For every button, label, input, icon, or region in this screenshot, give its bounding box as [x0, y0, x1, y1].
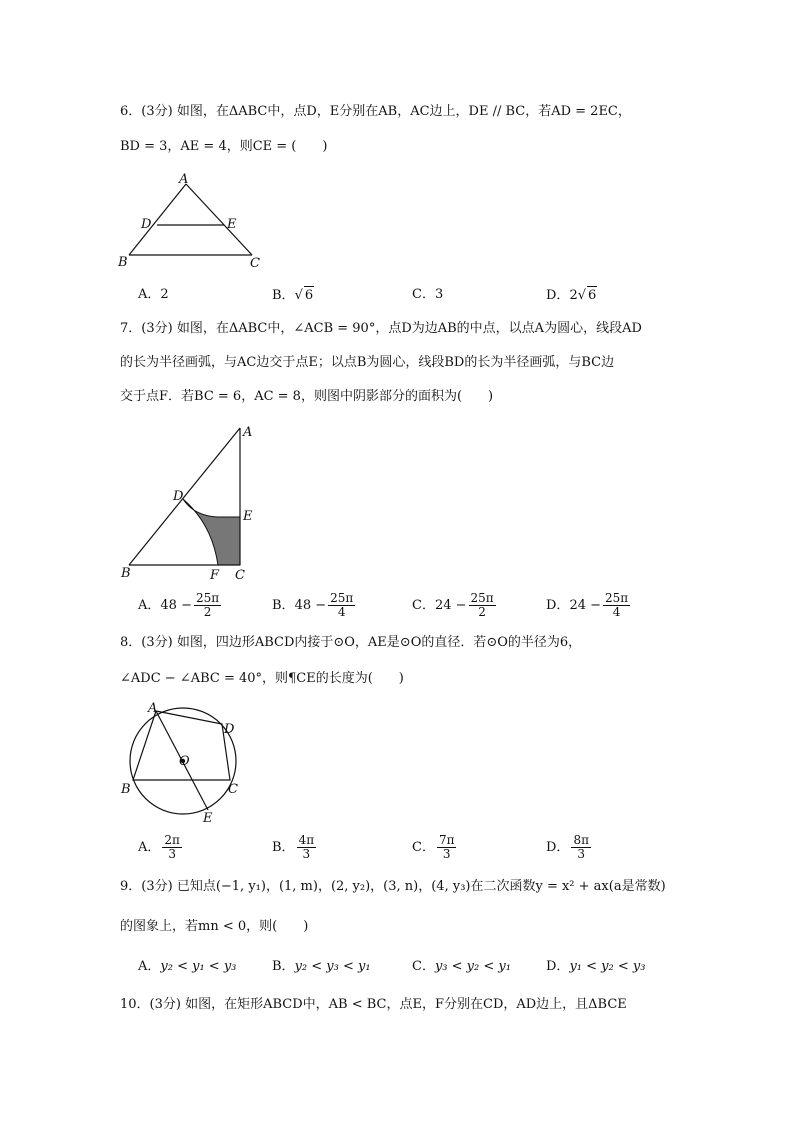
q7-stem-line2: 的长为半径画弧，与AC边交于点E；以点B为圆心，线段BD的长为半径画弧，与BC边	[120, 355, 615, 370]
q8-option-d[interactable]	[546, 834, 593, 861]
q9-option-c-label: C．	[412, 959, 435, 974]
q8-option-b-den: 3	[302, 847, 311, 861]
q6-stem-line1: 6．(3分) 如图，在ΔABC中，点D，E分别在AB，AC边上，DE // BC，若AD = 2EC，	[120, 104, 631, 119]
q9-option-a[interactable]	[138, 958, 236, 976]
q8-option-a-den: 3	[168, 847, 176, 861]
q6-option-a[interactable]	[138, 286, 169, 304]
q6-option-c-label: C．	[412, 287, 435, 302]
q8-label-e: E	[203, 811, 213, 826]
q7-label-e: E	[243, 509, 253, 524]
q7-option-b-den: 4	[337, 605, 346, 619]
q7-option-d-num: 25π	[605, 591, 629, 605]
q6-option-c-text: 3	[434, 287, 444, 302]
q7-option-d-fraction	[603, 592, 630, 619]
q8-label-b: B	[121, 782, 131, 797]
q8-label-d: D	[224, 722, 235, 737]
q9-option-b-text: y₂ < y₃ < y₁	[294, 959, 371, 974]
q7-option-c-pre: 24 −	[434, 598, 467, 613]
q7-option-c-num: 25π	[470, 591, 494, 605]
q8-option-b-num: 4π	[298, 833, 315, 847]
q7-label-f: F	[210, 568, 220, 583]
q7-option-a-den: 2	[203, 605, 212, 619]
q9-option-b-label: B．	[272, 959, 295, 974]
q6-option-d-radical: √	[577, 288, 587, 303]
q6-option-d[interactable]	[546, 286, 597, 305]
q8-option-a-label: A．	[138, 840, 161, 855]
q9-option-d[interactable]	[546, 958, 645, 976]
q8-stem-line2: ∠ADC − ∠ABC = 40°，则¶CE的长度为( )	[120, 671, 404, 686]
q9-option-c[interactable]	[412, 958, 511, 976]
q6-label-c: C	[250, 256, 260, 270]
q6-triangle-figure	[112, 172, 272, 270]
q6-option-a-text: 2	[160, 287, 169, 302]
q8-option-c-den: 3	[442, 847, 451, 861]
q9-option-d-label: D．	[546, 959, 570, 974]
q7-option-a-fraction	[194, 592, 221, 619]
q8-option-c-num: 7π	[438, 833, 455, 847]
q7-option-d[interactable]	[546, 592, 632, 619]
q7-option-a-num: 25π	[195, 591, 220, 605]
q7-stem-line3: 交于点F．若BC = 6，AC = 8，则图中阴影部分的面积为( )	[120, 389, 494, 404]
q8-option-d-label: D．	[546, 840, 570, 855]
q7-label-d: D	[173, 489, 184, 504]
q7-option-d-den: 4	[612, 605, 621, 619]
q6-option-c[interactable]	[412, 286, 443, 304]
q7-option-b-pre: 48 −	[294, 598, 327, 613]
q8-option-a-fraction	[162, 834, 182, 861]
q8-label-c: C	[228, 782, 238, 797]
q7-triangle-figure	[112, 420, 272, 585]
q6-label-e: E	[227, 217, 237, 232]
q8-option-d-fraction	[571, 834, 591, 861]
q9-stem-line2: 的图象上，若mn < 0，则( )	[120, 919, 309, 934]
q7-option-a-pre: 48 −	[160, 598, 192, 613]
q9-option-d-text: y₁ < y₂ < y₃	[569, 959, 646, 974]
q6-option-b-radical: √	[294, 288, 303, 303]
q6-option-d-text: 6	[588, 288, 597, 303]
q6-option-a-label: A．	[138, 287, 161, 302]
q9-stem-line1: 9．(3分) 已知点(−1, y₁)，(1, m)，(2, y₂)，(3, n)，(4, y₃)在二次函数y = x² + ax(a是常数)	[120, 879, 666, 894]
q8-option-d-den: 3	[577, 847, 586, 861]
q7-option-b-label: B．	[272, 598, 295, 613]
q7-option-c-label: C．	[412, 598, 435, 613]
q6-option-d-coef: 2	[569, 288, 578, 303]
q6-option-b-label: B．	[272, 288, 295, 303]
q8-option-b[interactable]	[272, 834, 318, 861]
q7-label-a: A	[243, 425, 253, 440]
q6-label-a: A	[179, 172, 189, 187]
q8-stem-line1: 8．(3分) 如图，四边形ABCD内接于⊙O，AE是⊙O的直径．若⊙O的半径为6，	[120, 635, 582, 650]
q7-option-d-pre: 24 −	[569, 598, 602, 613]
q8-option-b-label: B．	[272, 840, 295, 855]
q7-option-d-label: D．	[546, 598, 570, 613]
q8-option-c-label: C．	[412, 840, 435, 855]
q8-label-a: A	[148, 701, 158, 716]
q6-stem-line2: BD = 3，AE = 4，则CE = ( )	[120, 139, 328, 154]
q7-option-c[interactable]	[412, 592, 498, 619]
q7-option-b-fraction	[328, 592, 355, 619]
q9-option-c-text: y₃ < y₂ < y₁	[434, 959, 511, 974]
q7-option-a[interactable]	[138, 592, 223, 619]
q8-option-a[interactable]	[138, 834, 184, 861]
q7-label-b: B	[121, 566, 131, 581]
q8-option-c-fraction	[437, 834, 457, 861]
q6-option-b-text: 6	[304, 288, 314, 303]
q9-option-a-text: y₂ < y₁ < y₃	[160, 959, 237, 974]
q7-stem-line1: 7．(3分) 如图，在ΔABC中，∠ACB = 90°，点D为边AB的中点，以点A为圆心，线段AD	[120, 321, 642, 336]
q6-label-d: D	[141, 217, 152, 232]
q10-stem-line1: 10．(3分) 如图，在矩形ABCD中，AB < BC，点E，F分别在CD，AD边上，且ΔBCE	[120, 997, 627, 1012]
q6-label-b: B	[118, 255, 128, 270]
q7-option-a-label: A．	[138, 598, 161, 613]
q7-option-c-den: 2	[478, 605, 486, 619]
q7-option-b-num: 25π	[330, 591, 354, 605]
q8-option-d-num: 8π	[573, 833, 589, 847]
q8-option-b-fraction	[297, 834, 317, 861]
q7-option-b[interactable]	[272, 592, 357, 619]
q8-circle-figure	[112, 698, 252, 826]
q7-option-c-fraction	[469, 592, 496, 619]
q9-option-a-label: A．	[138, 959, 161, 974]
q7-label-c: C	[235, 568, 245, 583]
q9-option-b[interactable]	[272, 958, 371, 976]
q6-option-b[interactable]	[272, 286, 314, 305]
q8-option-a-num: 2π	[164, 833, 180, 847]
q8-label-o: O	[179, 754, 190, 769]
q8-option-c[interactable]	[412, 834, 458, 861]
q6-option-d-label: D．	[546, 288, 570, 303]
